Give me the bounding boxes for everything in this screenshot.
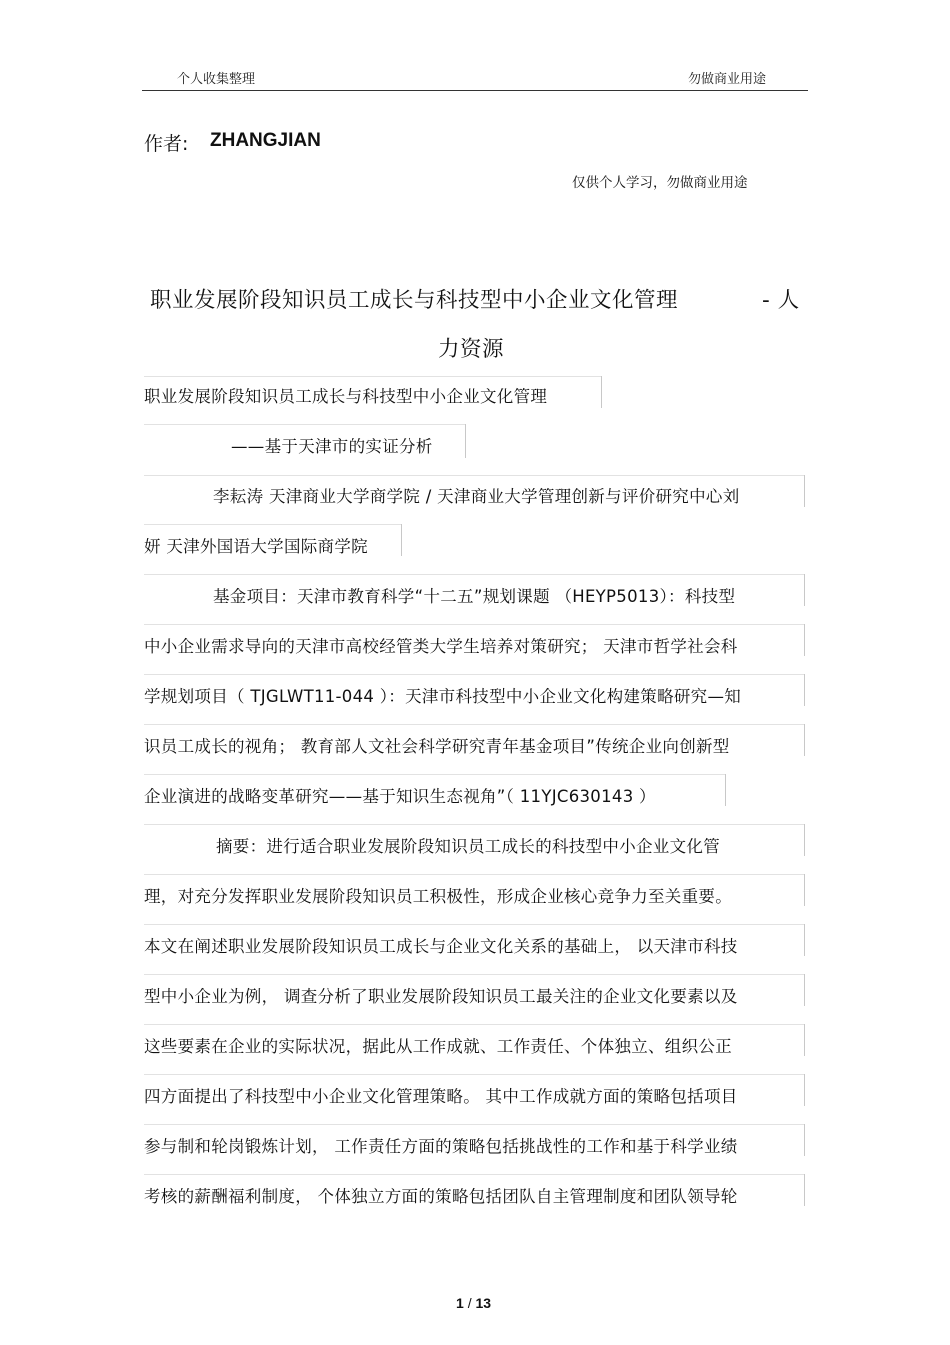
table-rule [804,1174,805,1206]
table-rule [401,524,402,556]
doc-title-suffix: - 人 [762,288,800,313]
page-number [456,1295,491,1311]
abstract-line: 考核的薪酬福利制度， 个体独立方面的策略包括团队自主管理制度和团队领导轮 [144,1187,738,1206]
table-rule [144,1024,804,1025]
table-rule [804,1074,805,1106]
table-rule [804,1024,805,1056]
table-rule [144,475,804,476]
author-affiliation-line: 李耘涛 天津商业大学商学院 / 天津商业大学管理创新与评价研究中心刘 [213,487,740,506]
fund-line: 基金项目：天津市教育科学“十二五”规划课题 （HEYP5013）：科技型 [213,587,736,606]
table-rule [144,974,804,975]
table-rule [144,1074,804,1075]
table-rule [144,774,726,775]
table-rule [804,874,805,906]
table-rule [804,974,805,1006]
doc-title-line1: 职业发展阶段知识员工成长与科技型中小企业文化管理 [150,288,679,313]
table-rule [725,774,726,806]
author-label: 作者: [144,133,189,155]
table-rule [144,674,804,675]
table-rule [804,574,805,606]
table-rule [144,1124,804,1125]
table-rule [804,475,805,507]
table-rule [804,924,805,956]
header-right-text: 勿做商业用途 [688,72,767,87]
table-rule [144,1174,804,1175]
table-rule [804,624,805,656]
abstract-line: 摘要：进行适合职业发展阶段知识员工成长的科技型中小企业文化管 [216,837,720,856]
table-rule [144,824,804,825]
table-rule [601,376,602,408]
fund-line: 中小企业需求导向的天津市高校经管类大学生培养对策研究； 天津市哲学社会科 [144,637,738,656]
author-affiliation-line: 妍 天津外国语大学国际商学院 [144,537,368,556]
table-rule [465,424,466,458]
author-name: ZHANGJIAN [210,130,321,151]
abstract-line: 理，对充分发挥职业发展阶段知识员工积极性，形成企业核心竞争力至关重要。 [144,887,732,906]
table-rule [144,874,804,875]
abstract-line: 四方面提出了科技型中小企业文化管理策略。 其中工作成就方面的策略包括项目 [144,1087,738,1106]
abstract-line: 这些要素在企业的实际状况，据此从工作成就、工作责任、个体独立、组织公正 [144,1037,732,1056]
table-rule [144,524,402,525]
table-rule [144,624,804,625]
subtitle-subline: ——基于天津市的实证分析 [231,437,433,456]
subtitle-line: 职业发展阶段知识员工成长与科技型中小企业文化管理 [144,387,548,406]
table-rule [804,1124,805,1156]
abstract-line: 参与制和轮岗锻炼计划， 工作责任方面的策略包括挑战性的工作和基于科学业绩 [144,1137,738,1156]
table-rule [144,424,466,425]
table-rule [804,824,805,856]
page-total: 13 [475,1295,492,1311]
fund-line: 学规划项目（ TJGLWT11-044 ）：天津市科技型中小企业文化构建策略研究—知 [144,687,742,706]
header-left-text: 个人收集整理 [177,72,256,87]
abstract-line: 型中小企业为例， 调查分析了职业发展阶段知识员工最关注的企业文化要素以及 [144,987,738,1006]
table-rule [144,376,602,377]
table-rule [144,574,804,575]
fund-line: 识员工成长的视角； 教育部人文社会科学研究青年基金项目”传统企业向创新型 [144,737,730,756]
header-rule [142,90,808,91]
usage-notice: 仅供个人学习，勿做商业用途 [572,175,748,191]
fund-line: 企业演进的战略变革研究——基于知识生态视角”（ 11YJC630143 ） [144,787,656,806]
abstract-line: 本文在阐述职业发展阶段知识员工成长与企业文化关系的基础上， 以天津市科技 [144,937,738,956]
table-rule [804,674,805,706]
page-current: 1 [456,1295,464,1311]
doc-title-line2: 力资源 [438,337,505,362]
table-rule [144,724,804,725]
table-rule [144,924,804,925]
page-separator: / [467,1295,472,1311]
table-rule [804,724,805,756]
